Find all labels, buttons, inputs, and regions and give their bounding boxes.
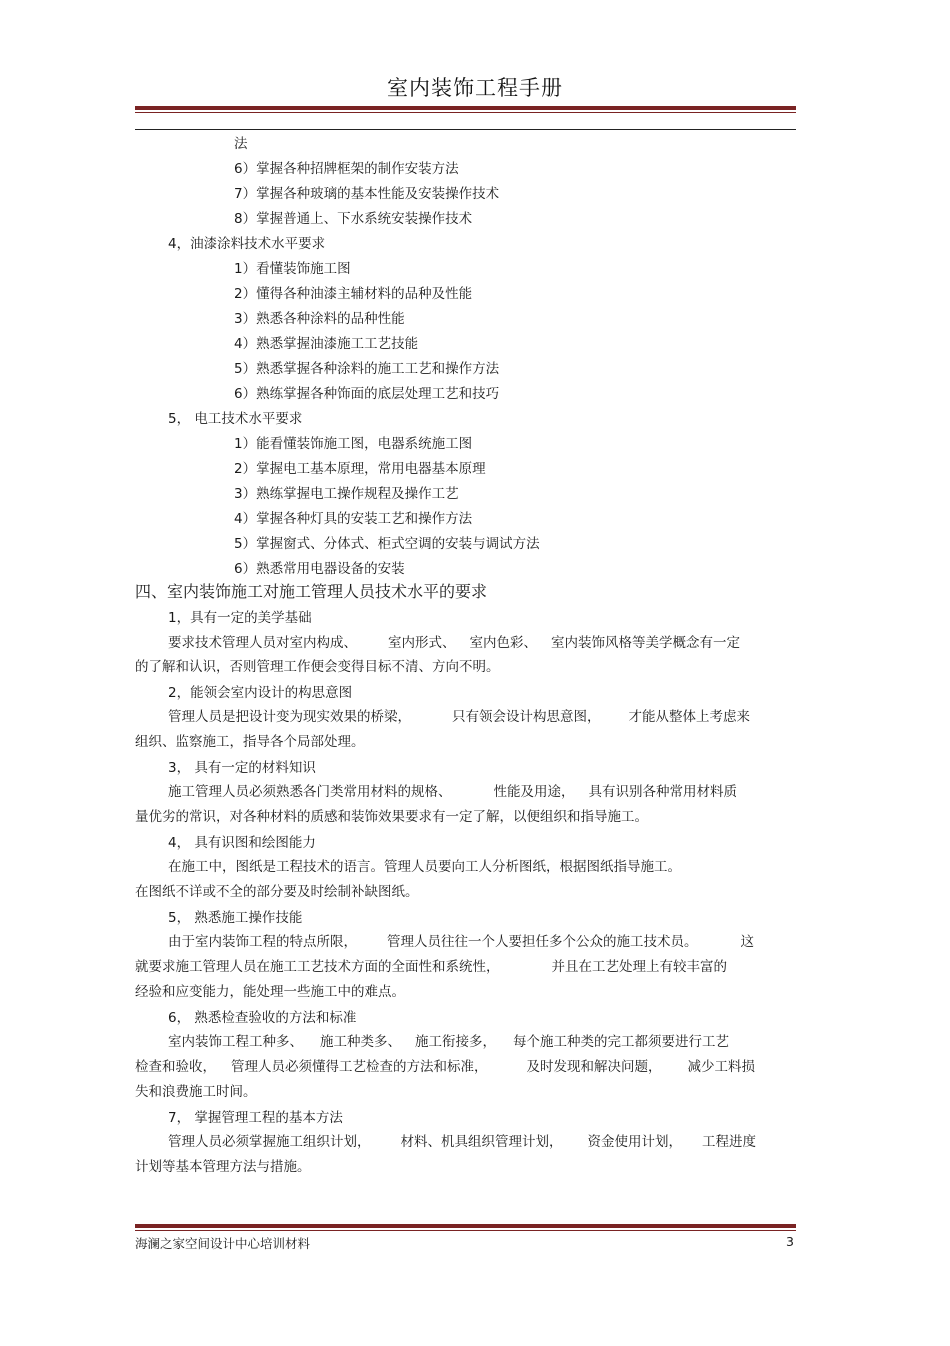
list-item: 4）掌握各种灯具的安装工艺和操作方法	[234, 511, 473, 527]
paragraph-line: 管理人员必须掌握施工组织计划， 材料、机具组织管理计划， 资金使用计划， 工程进度	[168, 1134, 756, 1150]
paragraph-title: 7， 掌握管理工程的基本方法	[168, 1110, 343, 1126]
list-item: 7）掌握各种玻璃的基本性能及安装操作技术	[234, 186, 500, 202]
paragraph-line: 的了解和认识，否则管理工作便会变得目标不清、方向不明。	[135, 659, 500, 675]
paragraph-line: 计划等基本管理方法与措施。	[135, 1159, 311, 1175]
paragraph-title: 2，能领会室内设计的构思意图	[168, 685, 353, 701]
header-rule-thin	[135, 112, 796, 113]
paragraph-line: 量优劣的常识，对各种材料的质感和装饰效果要求有一定了解，以便组织和指导施工。	[135, 809, 648, 825]
paragraph-line: 室内装饰工程工种多、 施工种类多、 施工衔接多， 每个施工种类的完工都须要进行工艺	[168, 1034, 729, 1050]
paragraph-line: 由于室内装饰工程的特点所限， 管理人员往往一个人要担任多个公众的施工技术员。 这	[168, 934, 754, 950]
paragraph-line: 要求技术管理人员对室内构成、 室内形式、 室内色彩、 室内装饰风格等美学概念有一定	[168, 635, 740, 651]
list-item: 2）掌握电工基本原理，常用电器基本原理	[234, 461, 486, 477]
list-item: 3）熟练掌握电工操作规程及操作工艺	[234, 486, 459, 502]
subsection-title: 5， 电工技术水平要求	[168, 411, 303, 427]
list-item: 6）熟悉常用电器设备的安装	[234, 561, 405, 577]
paragraph-line: 经验和应变能力，能处理一些施工中的难点。	[135, 984, 405, 1000]
list-item: 2）懂得各种油漆主辅材料的品种及性能	[234, 286, 473, 302]
list-item: 5）熟悉掌握各种涂料的施工工艺和操作方法	[234, 361, 500, 377]
paragraph-line: 检查和验收， 管理人员必须懂得工艺检查的方法和标准， 及时发现和解决问题， 减少工料损	[135, 1059, 755, 1075]
footer-rule-thick	[135, 1224, 796, 1228]
footer-rule-thin	[135, 1230, 796, 1231]
section-heading: 四、室内装饰施工对施工管理人员技术水平的要求	[135, 582, 488, 601]
subsection-title: 4，油漆涂料技术水平要求	[168, 236, 326, 252]
paragraph-line: 失和浪费施工时间。	[135, 1084, 257, 1100]
paragraph-title: 5， 熟悉施工操作技能	[168, 910, 303, 926]
list-item: 8）掌握普通上、下水系统安装操作技术	[234, 211, 473, 227]
list-item: 6）熟练掌握各种饰面的底层处理工艺和技巧	[234, 386, 500, 402]
header-rule-thick	[135, 106, 796, 110]
header-rule-black	[135, 129, 796, 130]
paragraph-line: 施工管理人员必须熟悉各门类常用材料的规格、 性能及用途， 具有识别各种常用材料质	[168, 784, 737, 800]
paragraph-title: 6， 熟悉检查验收的方法和标准	[168, 1010, 357, 1026]
list-item: 1）看懂装饰施工图	[234, 261, 351, 277]
footer-text: 海澜之家空间设计中心培训材料	[135, 1236, 311, 1251]
list-item: 6）掌握各种招牌框架的制作安装方法	[234, 161, 459, 177]
paragraph-line: 就要求施工管理人员在施工工艺技术方面的全面性和系统性， 并且在工艺处理上有较丰富的	[135, 959, 727, 975]
paragraph-line: 在图纸不详或不全的部分要及时绘制补缺图纸。	[135, 884, 419, 900]
paragraph-line: 在施工中，图纸是工程技术的语言。管理人员要向工人分析图纸，根据图纸指导施工。	[168, 859, 681, 875]
page-number: 3	[786, 1234, 794, 1249]
paragraph-title: 3， 具有一定的材料知识	[168, 760, 316, 776]
list-item: 4）熟悉掌握油漆施工工艺技能	[234, 336, 419, 352]
page-header-title: 室内装饰工程手册	[387, 76, 563, 100]
paragraph-line: 组织、监察施工，指导各个局部处理。	[135, 734, 365, 750]
paragraph-line: 管理人员是把设计变为现实效果的桥梁， 只有领会设计构思意图， 才能从整体上考虑来	[168, 709, 750, 725]
paragraph-title: 1，具有一定的美学基础	[168, 610, 312, 626]
list-item: 1）能看懂装饰施工图，电器系统施工图	[234, 436, 473, 452]
paragraph-title: 4， 具有识图和绘图能力	[168, 835, 316, 851]
list-item: 5）掌握窗式、分体式、柜式空调的安装与调试方法	[234, 536, 540, 552]
list-item: 3）熟悉各种涂料的品种性能	[234, 311, 405, 327]
continued-text: 法	[234, 136, 248, 152]
